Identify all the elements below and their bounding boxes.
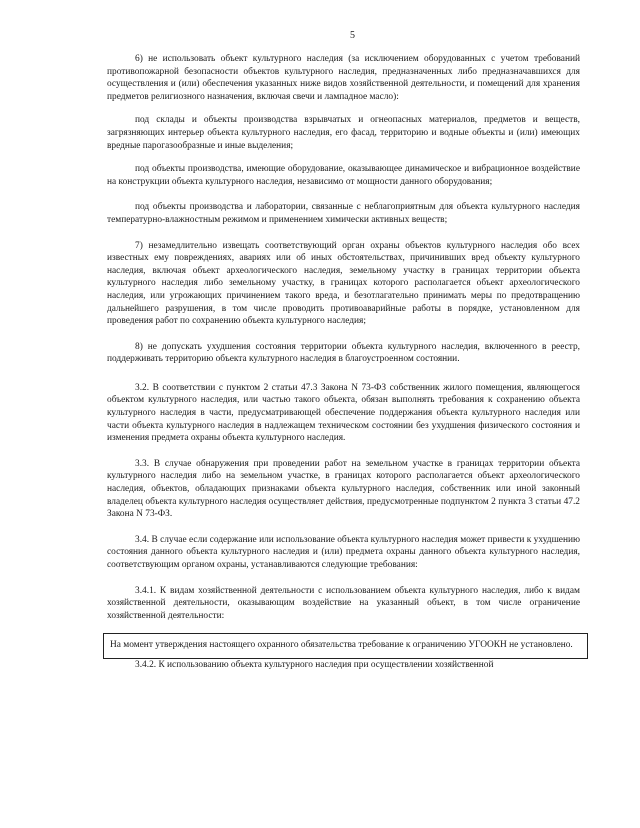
paragraph-3-2: 3.2. В соответствии с пунктом 2 статьи 47.3 Закона N 73-ФЗ собственник жилого помещения, являющегося объектом культурного наследия, или частью такого объекта, обязан выполнять требования к сохранению объекта культурного наследия в части, предусматривающей обеспечение поддержания объекта культурного наследия или части объекта культурного наследия в надлежащем техническом состоянии без ухудшения физического состояния и изменения предмета охраны объекта культурного наследия. xyxy=(107,382,580,444)
paragraph-3-4-1: 3.4.1. К видам хозяйственной деятельности с использованием объекта культурного наследия, либо к видам хозяйственной деятельности, оказывающим воздействие на указанный объект, в том числе ограничение хозяйственной деятельности: xyxy=(107,585,580,621)
paragraph-item-8: 8) не допускать ухудшения состояния территории объекта культурного наследия, включенного в реестр, поддерживать территорию объекта культурного наследия в благоустроенном состоянии. xyxy=(107,341,580,365)
paragraph-item-7: 7) незамедлительно извещать соответствующий орган охраны объектов культурного наследия обо всех известных ему повреждениях, авариях или об иных обстоятельствах, причинивших вред объекту культурного наследия, включая объект археологического наследия, земельному участку в границах территории объекта культурного наследия либо земельному участку, в границах которого располагается объект археологического наследия, или угрожающих причинением такого вреда, и безотлагательно принимать меры по предотвращению дальнейшего разрушения, в том числе проводить противоаварийные работы в порядке, установленном для проведения работ по сохранению объекта культурного наследия; xyxy=(107,240,580,327)
restriction-box-text: На момент утверждения настоящего охранного обязательства требование к ограничению УГООКН не установлено. xyxy=(110,640,573,651)
paragraph-item-6: 6) не использовать объект культурного наследия (за исключением оборудованных с учетом требований противопожарной безопасности объектов культурного наследия, предназначенных либо предназначавшихся для осуществления и (или) обеспечения указанных ниже видов хозяйственной деятельности, и помещений для хранения предметов религиозного назначения, включая свечи и лампадное масло): xyxy=(107,54,580,102)
page-number: 5 xyxy=(350,30,355,41)
paragraph-3-3: 3.3. В случае обнаружения при проведении работ на земельном участке в границах территории объекта культурного наследия либо на земельном участке, в границах которого располагается объект археологического наследия, объектов, обладающих признаками объекта культурного наследия, собственник или иной законный владелец объекта культурного наследия осуществляет действия, предусмотренные подпунктом 2 пункта 3 статьи 47.2 Закона N 73-ФЗ. xyxy=(107,458,580,520)
paragraph-vibration: под объекты производства, имеющие оборудование, оказывающее динамическое и вибрационное воздействие на конструкции объекта культурного наследия, независимо от мощности данного оборудования; xyxy=(107,164,580,187)
paragraph-laboratories: под объекты производства и лаборатории, связанные с неблагоприятным для объекта культурного наследия температурно-влажностным режимом и применением химически активных веществ; xyxy=(107,202,580,225)
restriction-box xyxy=(103,633,588,659)
paragraph-3-4-2: 3.4.2. К использованию объекта культурного наследия при осуществлении хозяйственной xyxy=(135,659,494,670)
paragraph-3-4: 3.4. В случае если содержание или использование объекта культурного наследия может привести к ухудшению состояния данного объекта культурного наследия и (или) предмета охраны данного объекта культурного наследия, соответствующим органом охраны, устанавливаются следующие требования: xyxy=(107,534,580,570)
paragraph-warehouses: под склады и объекты производства взрывчатых и огнеопасных материалов, предметов и веществ, загрязняющих интерьер объекта культурного наследия, его фасад, территорию и водные объекты и (или) имеющих вредные парогазообразные и иные выделения; xyxy=(107,115,580,151)
